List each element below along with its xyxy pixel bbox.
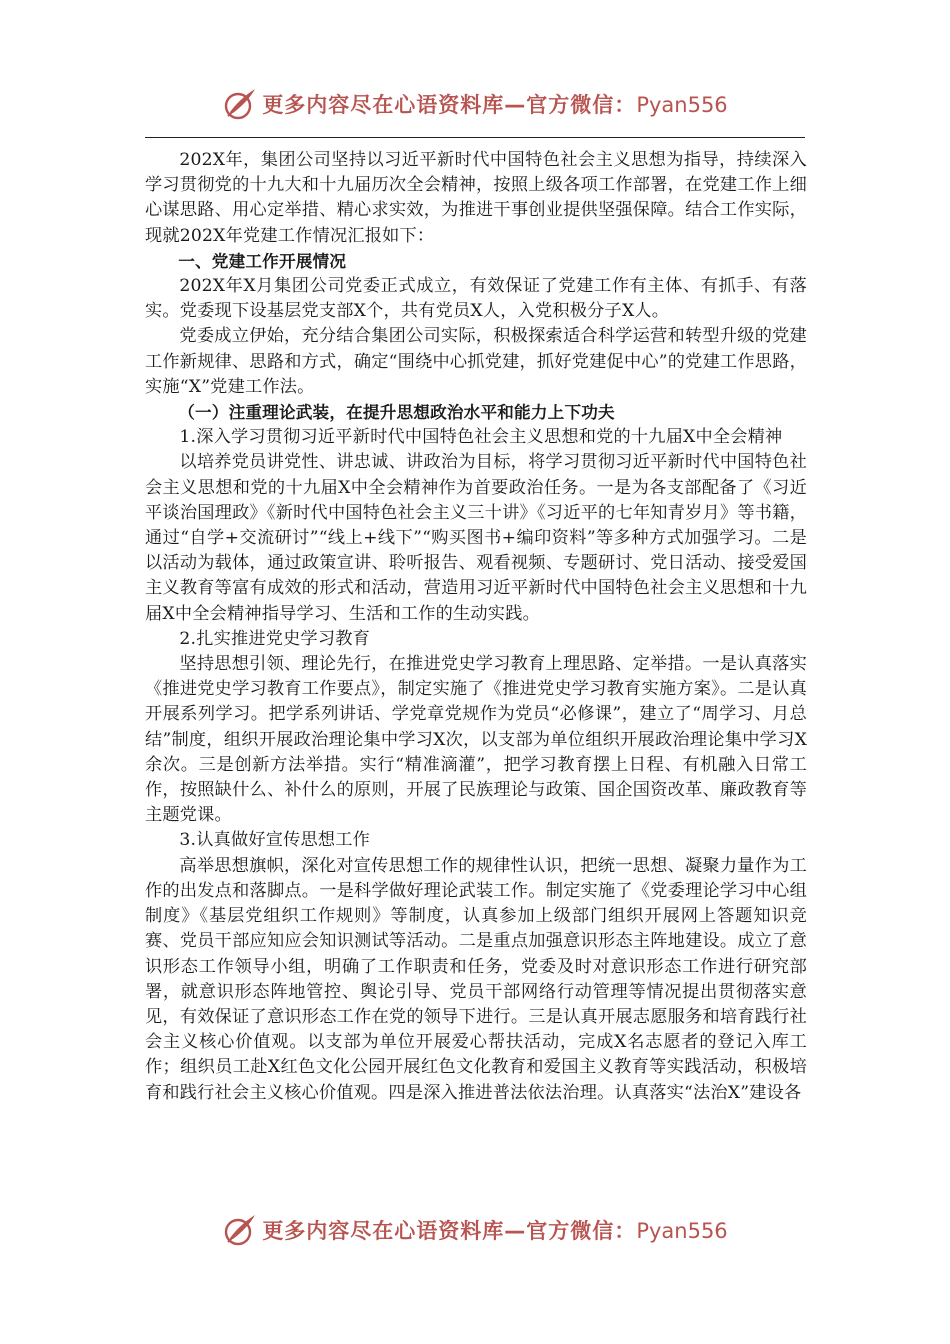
banner-text: 更多内容尽在心语资料库—官方微信：Pyan556	[262, 1219, 728, 1243]
footer-banner	[0, 1210, 950, 1250]
body-paragraph: 202X年X月集团公司党委正式成立，有效保证了党建工作有主体、有抓手、有落实。党委现下设基层党支部X个，共有党员X人，入党积极分子X人。	[145, 276, 807, 322]
quill-logo-icon	[222, 1212, 258, 1248]
intro-paragraph: 202X年，集团公司坚持以习近平新时代中国特色社会主义思想为指导，持续深入学习贯彻党的十九大和十九届历次全会精神，按照上级各项工作部署，在党建工作上细心谋思路、用心定举措、精心求实效，为推进干事创业提供坚强保障。结合工作实际，现就202X年党建工作情况汇报如下：	[145, 150, 807, 246]
document-body	[145, 148, 807, 1106]
header-banner	[0, 84, 950, 124]
section-heading-1: 一、党建工作开展情况	[178, 251, 347, 271]
body-paragraph: 党委成立伊始，充分结合集团公司实际，积极探索适合科学运营和转型升级的党建工作新规律、思路和方式，确定“围绕中心抓党建，抓好党建促中心”的党建工作思路，实施“X”党建工作法。	[145, 326, 807, 397]
header-divider	[145, 137, 805, 138]
wechat-handle: Pyan556	[636, 1219, 728, 1243]
subsection-heading: （一）注重理论武装，在提升思想政治水平和能力上下功夫	[178, 403, 615, 423]
item-heading-2: 2.扎实推进党史学习教育	[179, 628, 371, 649]
body-paragraph: 以培养党员讲党性、讲忠诚、讲政治为目标，将学习贯彻习近平新时代中国特色社会主义思想和党的十九届X中全会精神作为首要政治任务。一是为各支部配备了《习近平谈治国理政》《新时代中国特色社会主义三十讲》《习近平的七年知青岁月》等书籍，通过“自学+交流研讨”“线上+线下”“购买图书+编印资料”等多种方式加强学习。二是以活动为载体，通过政策宣讲、聆听报告、观看视频、专题研讨、党日活动、接受爱国主义教育等富有成效的形式和活动，营造用习近平新时代中国特色社会主义思想和十九届X中全会精神指导学习、生活和工作的生动实践。	[145, 452, 807, 624]
item-heading-1: 1.深入学习贯彻习近平新时代中国特色社会主义思想和党的十九届X中全会精神	[179, 427, 783, 448]
banner-text: 更多内容尽在心语资料库—官方微信：Pyan556	[262, 93, 728, 117]
wechat-handle: Pyan556	[636, 93, 728, 117]
body-paragraph: 坚持思想引领、理论先行，在推进党史学习教育上理思路、定举措。一是认真落实《推进党史学习教育工作要点》，制定实施了《推进党史学习教育实施方案》。二是认真开展系列学习。把学系列讲话、学党章党规作为党员“必修课”，建立了“周学习、月总结”制度，组织开展政治理论集中学习X次，以支部为单位组织开展政治理论集中学习X余次。三是创新方法举措。实行“精准滴灌”，把学习教育摆上日程、有机融入日常工作，按照缺什么、补什么的原则，开展了民族理论与政策、国企国资改革、廉政教育等主题党课。	[145, 654, 807, 826]
quill-logo-icon	[222, 86, 258, 122]
body-paragraph: 高举思想旗帜，深化对宣传思想工作的规律性认识，把统一思想、凝聚力量作为工作的出发点和落脚点。一是科学做好理论武装工作。制定实施了《党委理论学习中心组制度》《基层党组织工作规则》等制度，认真参加上级部门组织开展网上答题知识竞赛、党员干部应知应会知识测试等活动。二是重点加强意识形态主阵地建设。成立了意识形态工作领导小组，明确了工作职责和任务，党委及时对意识形态工作进行研究部署，就意识形态阵地管控、舆论引导、党员干部网络行动管理等情况提出贯彻落实意见，有效保证了意识形态工作在党的领导下进行。三是认真开展志愿服务和培育践行社会主义核心价值观。以支部为单位开展爱心帮扶活动，完成X名志愿者的登记入库工作；组织员工赴X红色文化公园开展红色文化教育和爱国主义教育等实践活动，积极培育和践行社会主义核心价值观。四是深入推进普法依法治理。认真落实“法治X”建设各	[145, 855, 807, 1103]
item-heading-3: 3.认真做好宣传思想工作	[179, 830, 371, 851]
